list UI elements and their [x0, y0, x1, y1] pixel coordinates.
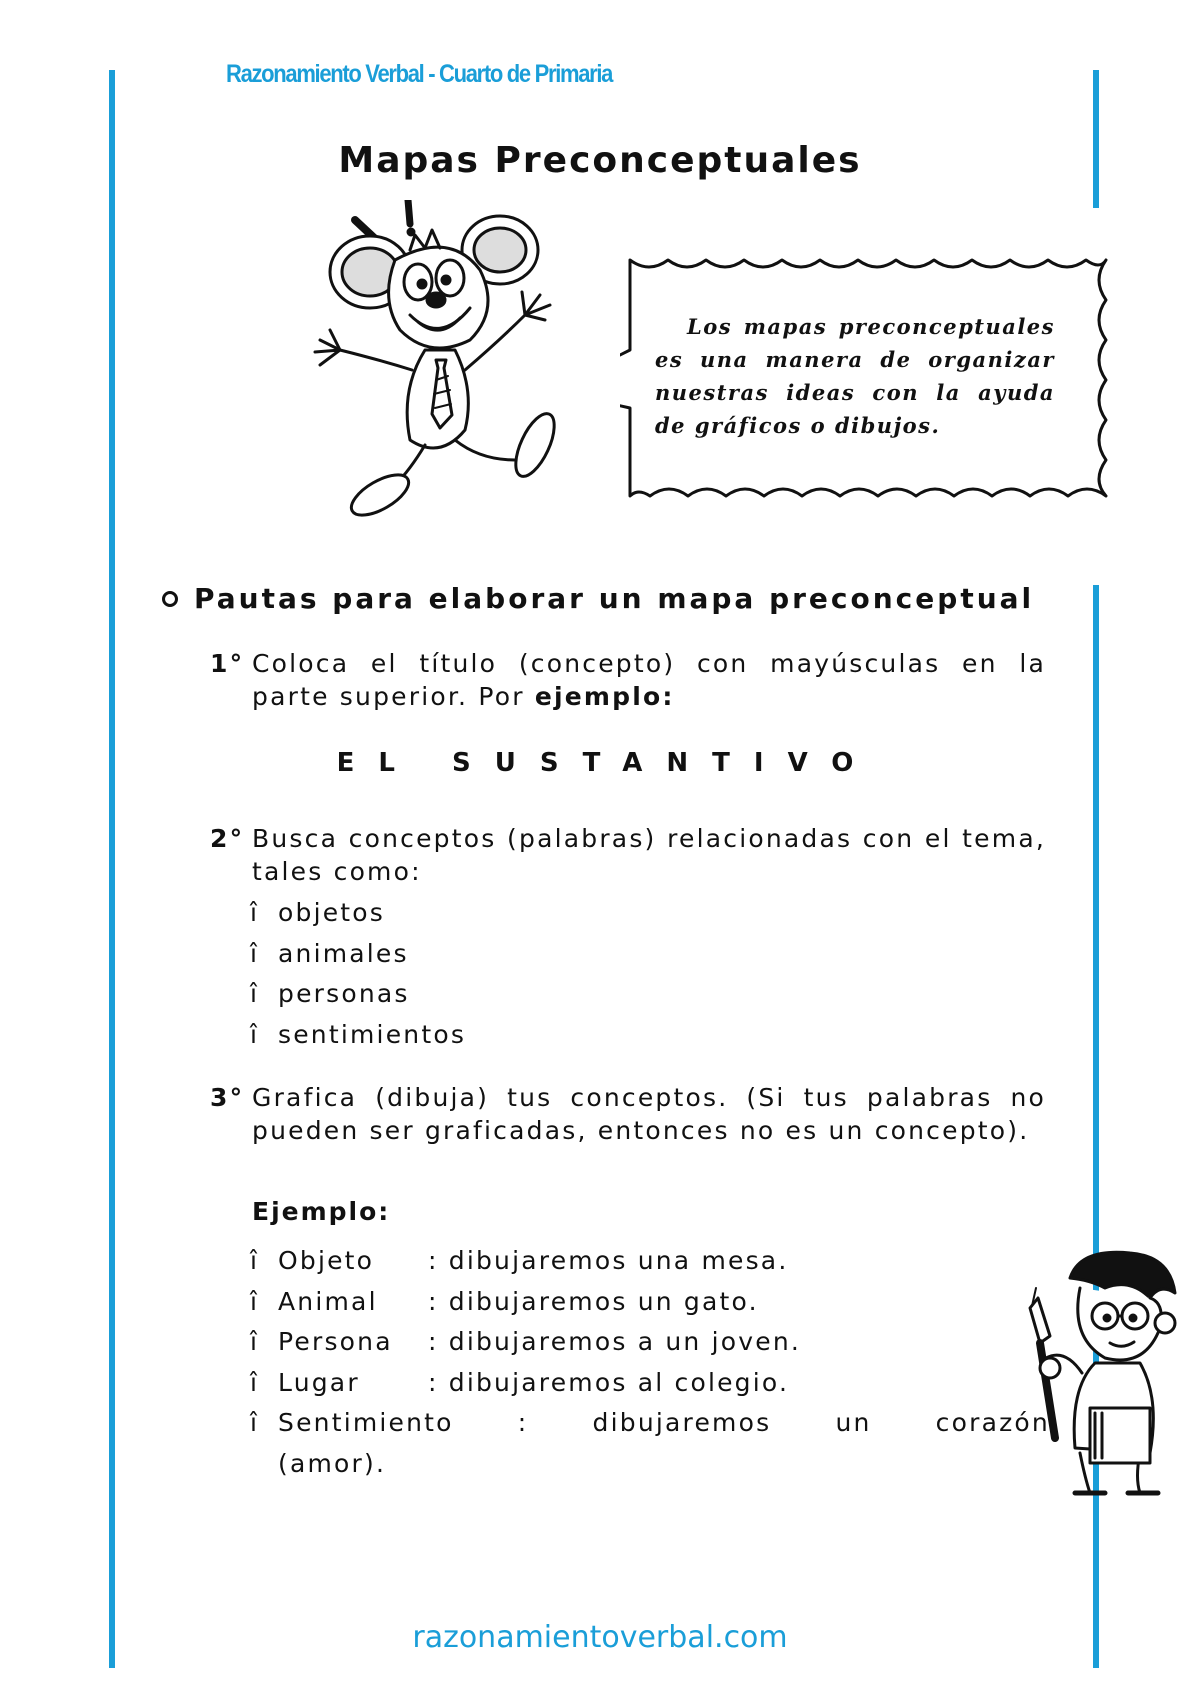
speech-bubble-text: Los mapas preconceptuales es una manera de organizar nuestras ideas con la ayuda de gráficos o dibujos. [655, 314, 1055, 438]
concept-list [250, 893, 466, 1055]
page-title: Mapas Preconceptuales [338, 140, 862, 181]
bullet-icon: î [250, 1246, 260, 1275]
last-example-line: Sentimiento : dibujaremos un corazón [278, 1408, 1050, 1437]
example-list [250, 1241, 1050, 1484]
step-text: Busca conceptos (palabras) relacionadas con el tema, tales como: [252, 824, 1046, 886]
bullet-icon: î [250, 1408, 260, 1437]
step-number: 1° [210, 649, 245, 678]
step-1-bold: ejemplo: [534, 682, 675, 711]
list-item: î Objeto : dibujaremos una mesa. [250, 1241, 1050, 1282]
step-number: 3° [210, 1083, 245, 1112]
step-2 [210, 822, 1046, 888]
boy-with-pencil-illustration [1010, 1248, 1180, 1498]
list-item: î Lugar : dibujaremos al colegio. [250, 1363, 1050, 1404]
step-1 [210, 647, 1046, 713]
step-1-text: Coloca el título (concepto) con mayúsculas en la parte superior. Por [252, 649, 1046, 711]
right-border-line-top [1093, 70, 1099, 208]
list-item: î animales [250, 934, 466, 975]
section-title: Pautas para elaborar un mapa preconceptual [194, 582, 1035, 615]
list-item [250, 1403, 1050, 1444]
step-3 [210, 1081, 1046, 1147]
list-item: î Persona : dibujaremos a un joven. [250, 1322, 1050, 1363]
bullet-icon: î [250, 1327, 260, 1356]
bullet-icon: î [250, 938, 260, 968]
example-title: EL SUSTANTIVO [336, 748, 878, 778]
bullet-icon: î [250, 1019, 260, 1049]
list-item: î sentimientos [250, 1015, 466, 1056]
bullet-icon: î [250, 1367, 260, 1397]
bullet-icon: î [250, 1286, 260, 1316]
list-item: î personas [250, 974, 466, 1015]
step-number: 2° [210, 824, 245, 853]
example-label: Ejemplo: [252, 1197, 391, 1226]
left-border-line [109, 70, 115, 1668]
section-heading [162, 582, 1034, 615]
page-header: Razonamiento Verbal - Cuarto de Primaria [226, 60, 613, 88]
mouse-character-illustration [300, 200, 630, 560]
bullet-icon: î [250, 898, 260, 927]
footer-website: razonamientoverbal.com [412, 1620, 788, 1655]
list-item: î objetos [250, 893, 466, 934]
list-item-continuation: (amor). [278, 1448, 387, 1478]
circle-bullet-icon [162, 591, 178, 607]
step-text: Grafica (dibuja) tus conceptos. (Si tus palabras no pueden ser graficadas, entonces no es un concepto). [252, 1083, 1046, 1145]
list-item: î Animal : dibujaremos un gato. [250, 1282, 1050, 1323]
bullet-icon: î [250, 979, 260, 1008]
step-text [252, 647, 1046, 713]
